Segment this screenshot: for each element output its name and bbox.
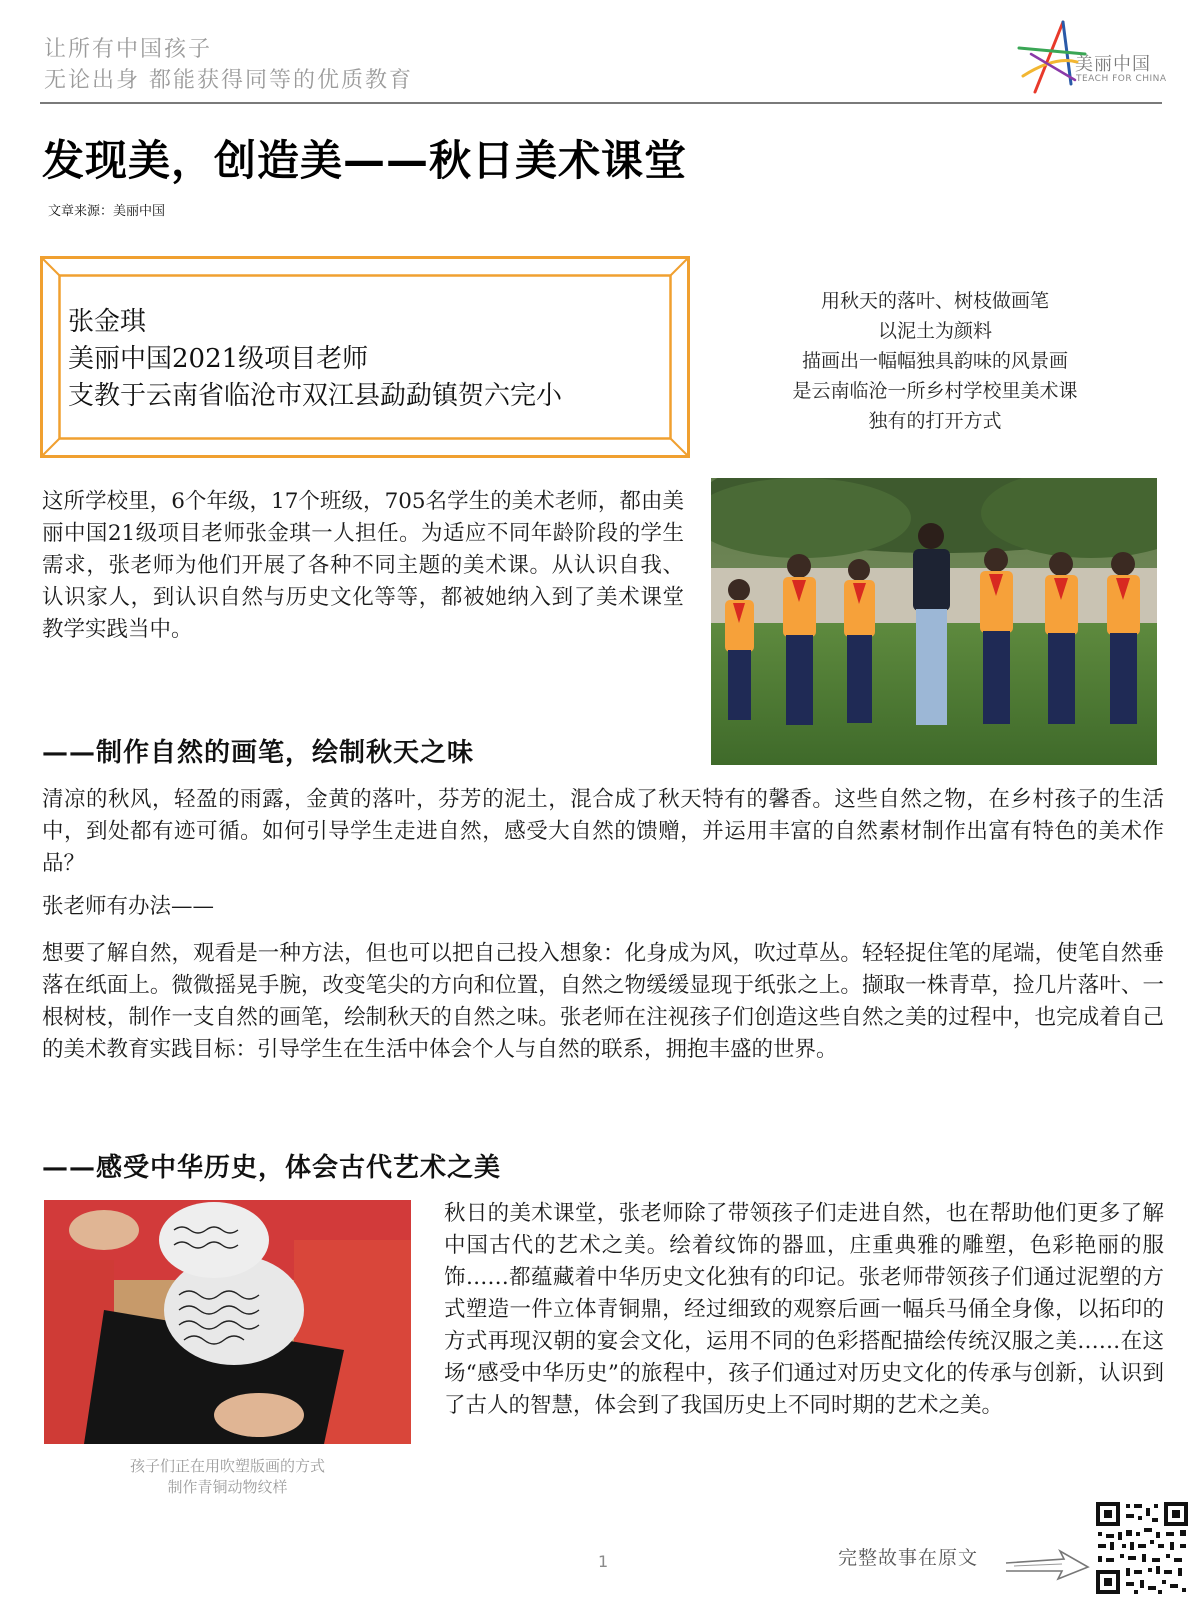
caption-line: 独有的打开方式 <box>868 410 1002 432</box>
slogan-line-1: 让所有中国孩子 <box>44 37 213 62</box>
teacher-bio <box>68 304 562 415</box>
section-heading-nature: ——制作自然的画笔，绘制秋天之味 <box>42 738 475 768</box>
section-nature-paragraph-1: 清凉的秋风，轻盈的雨露，金黄的落叶，芬芳的泥土，混合成了秋天特有的馨香。这些自然之物，在乡村孩子的生活中，到处都有迹可循。如何引导学生走进自然，感受大自然的馈赠，并运用丰富的自然素材制作出富有特色的美术作品？ <box>42 787 1164 876</box>
arrow-right-icon <box>1004 1545 1090 1585</box>
header-divider <box>40 102 1162 104</box>
photo-caption-top <box>740 286 1130 436</box>
slogan-line-2: 无论出身 都能获得同等的优质教育 <box>44 68 413 93</box>
section-nature-paragraph-2: 张老师有办法—— <box>42 894 215 919</box>
teacher-role: 美丽中国2021级项目老师 <box>68 344 369 374</box>
caption-line: 制作青铜动物纹样 <box>167 1478 288 1496</box>
logo-chinese-name: 美丽中国 <box>1075 54 1151 75</box>
slogan <box>44 34 413 96</box>
caption-line: 是云南临沧一所乡村学校里美术课 <box>792 380 1078 402</box>
logo-english-name: TEACH FOR CHINA <box>1076 74 1167 84</box>
article-source: 文章来源：美丽中国 <box>48 204 166 219</box>
photo-caption-bottom <box>44 1456 411 1498</box>
caption-line: 描画出一幅幅独具韵味的风景画 <box>801 350 1068 372</box>
printmaking-photo <box>44 1200 411 1444</box>
caption-line: 孩子们正在用吹塑版画的方式 <box>129 1457 325 1475</box>
caption-line: 以泥土为颜料 <box>877 320 992 342</box>
section-nature-paragraph-3: 想要了解自然，观看是一种方法，但也可以把自己投入想象：化身成为风，吹过草丛。轻轻捉住笔的尾端，使笔自然垂落在纸面上。微微摇晃手腕，改变笔尖的方向和位置，自然之物缓缓显现于纸张之上。撷取一株青草，捡几片落叶、一根树枝，制作一支自然的画笔，绘制秋天的自然之味。张老师在注视孩子们创造这些自然之美的过程中，也完成着自己的美术教育实践目标：引导学生在生活中体会个人与自然的联系，拥抱丰盛的世界。 <box>42 941 1164 1062</box>
page-number: 1 <box>598 1552 609 1571</box>
qr-code-icon[interactable] <box>1094 1500 1190 1596</box>
section-history-paragraph: 秋日的美术课堂，张老师除了带领孩子们走进自然，也在帮助他们更多了解中国古代的艺术之美。绘着纹饰的器皿，庄重典雅的雕塑，色彩艳丽的服饰……都蕴藏着中华历史文化独有的印记。张老师带领孩子们通过泥塑的方式塑造一件立体青铜鼎，经过细致的观察后画一幅兵马俑全身像，以拓印的方式再现汉朝的宴会文化，运用不同的色彩搭配描绘传统汉服之美……在这场“感受中华历史”的旅程中，孩子们通过对历史文化的传承与创新，认识到了古人的智慧，体会到了我国历史上不同时期的艺术之美。 <box>444 1201 1164 1418</box>
teacher-name: 张金琪 <box>68 307 147 337</box>
caption-line: 用秋天的落叶、树枝做画笔 <box>820 290 1049 312</box>
read-more-text[interactable]: 完整故事在原文 <box>838 1547 979 1569</box>
intro-paragraph: 这所学校里，6个年级，17个班级，705名学生的美术老师，都由美丽中国21级项目老师张金琪一人担任。为适应不同年龄阶段的学生需求，张老师为他们开展了各种不同主题的美术课。从认识自我、认识家人，到认识自然与历史文化等等，都被她纳入到了美术课堂教学实践当中。 <box>42 489 684 642</box>
teacher-school: 支教于云南省临沧市双江县勐勐镇贺六完小 <box>68 381 563 411</box>
group-photo <box>711 478 1157 765</box>
article-title: 发现美，创造美——秋日美术课堂 <box>42 136 688 185</box>
section-heading-history: ——感受中华历史，体会古代艺术之美 <box>42 1153 502 1183</box>
